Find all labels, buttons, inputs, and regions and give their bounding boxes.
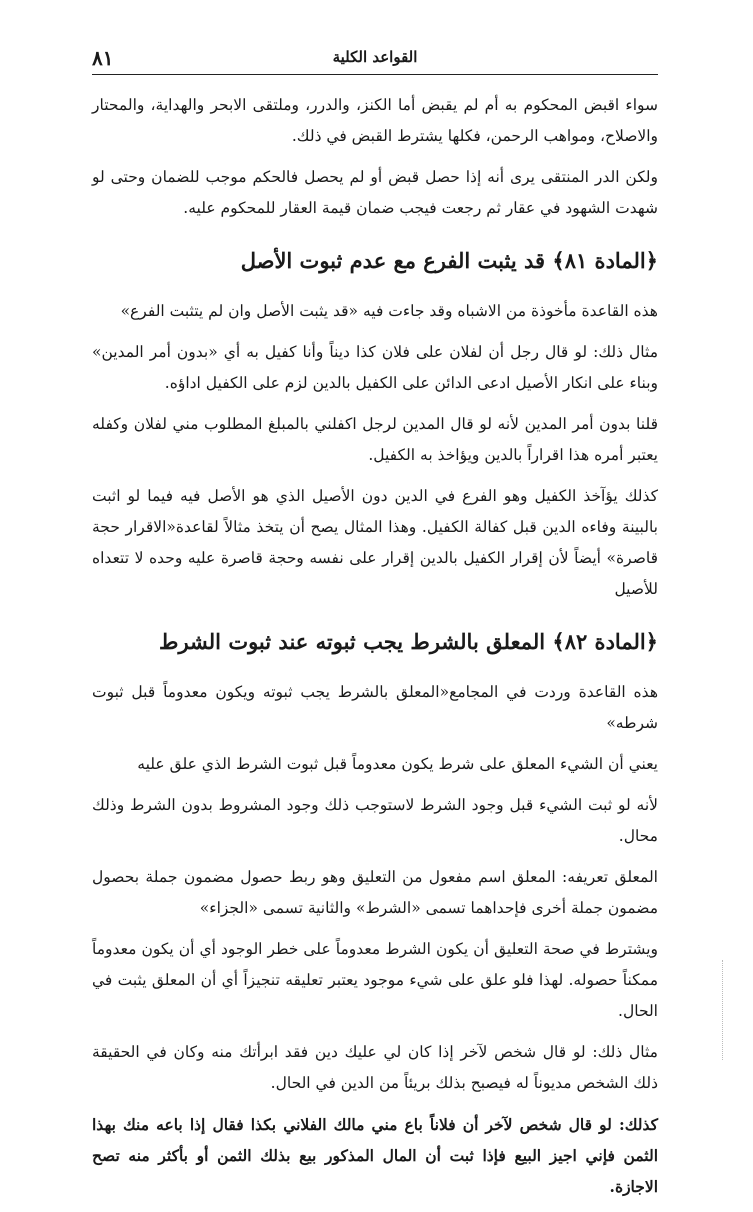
paragraph-9: لأنه لو ثبت الشيء قبل وجود الشرط لاستوجب ذلك وجود المشروط بدون الشرط وذلك محال. [92, 796, 658, 845]
article-81-heading: ﴿المادة ٨١﴾ قد يثبت الفرع مع عدم ثبوت الأصل [240, 248, 658, 273]
paragraph-8: يعني أن الشيء المعلق على شرط يكون معدوماً قبل ثبوت الشرط الذي علق عليه [137, 755, 658, 773]
margin-dotted-line [722, 960, 724, 1060]
paragraph-2: ولكن الدر المنتقى يرى أنه إذا حصل قبض أو لم يحصل فالحكم موجب للضمان وحتى لو شهدت الشهود في عقار ثم رجعت فيجب ضمان قيمة العقار للمحكوم عليه. [92, 168, 658, 217]
running-title: القواعد الكلية [332, 48, 418, 66]
paragraph-7: هذه القاعدة وردت في المجامع«المعلق بالشرط يجب ثبوته ويكون معدوماً قبل ثبوت شرطه» [92, 683, 658, 732]
paragraph-11: ويشترط في صحة التعليق أن يكون الشرط معدوماً على خطر الوجود أي أن يكون معدوماً ممكناً حصوله. لهذا فلو علق على شيء موجود يعتبر تعليقه تنجيزاً أي أن المعلق يثبت في الحال. [92, 940, 658, 1020]
body-text [92, 90, 658, 1212]
paragraph-1: سواء اقبض المحكوم به أم لم يقبض أما الكنز، والدرر، وملتقى الابحر والهداية، والمحتار والاصلاح، ومواهب الرحمن، فكلها يشترط القبض في ذلك. [92, 96, 658, 145]
paragraph-6: كذلك يؤآخذ الكفيل وهو الفرع في الدين دون الأصيل الذي هو الأصل فيه فيما لو اثبت بالبينة وفاءه الدين قبل كفالة الكفيل. وهذا المثال يصح أن يتخذ مثالاً لقاعدة«الاقرار حجة قاصرة» أيضاً لأن إقرار الكفيل بالدين إقرار على نفسه وحجة قاصرة عليه وحده لا تتعداه للأصيل [92, 487, 658, 598]
paragraph-12: مثال ذلك: لو قال شخص لآخر إذا كان لي عليك دين فقد ابرأتك منه وكان في الحقيقة ذلك الشخص مديوناً له فيصبح بذلك بريئاً من الدين في الحال. [92, 1043, 658, 1092]
paragraph-4: مثال ذلك: لو قال رجل أن لفلان على فلان كذا ديناً وأنا كفيل به أي «بدون أمر المدين» وبناء على انكار الأصيل ادعى الدائن على الكفيل بالدين لزم على الكفيل اداؤه. [92, 343, 658, 392]
paragraph-13: كذلك: لو قال شخص لآخر أن فلاناً باع مني مالك الفلاني بكذا فقال إذا باعه منك بهذا الثمن فإني اجيز البيع فإذا ثبت أن المال المذكور بيع بذلك الثمن أو بأكثر منه تصح الاجازة. [92, 1115, 658, 1196]
paragraph-5: قلنا بدون أمر المدين لأنه لو قال المدين لرجل اكفلني بالمبلغ المطلوب مني لفلان وكفله يعتبر أمره هذا اقراراً بالدين ويؤاخذ به الكفيل. [92, 415, 658, 464]
article-82-heading: ﴿المادة ٨٢﴾ المعلق بالشرط يجب ثبوته عند ثبوت الشرط [159, 629, 658, 654]
paragraph-10: المعلق تعريفه: المعلق اسم مفعول من التعليق وهو ربط حصول مضمون جملة بحصول مضمون جملة أخرى فإحداهما تسمى «الشرط» والثانية تسمى «الجزاء» [92, 868, 658, 917]
paragraph-3: هذه القاعدة مأخوذة من الاشباه وقد جاءت فيه «قد يثبت الأصل وان لم يتثبت الفرع» [120, 302, 658, 320]
page-number: ٨١ [92, 46, 114, 70]
page-header [92, 44, 658, 75]
